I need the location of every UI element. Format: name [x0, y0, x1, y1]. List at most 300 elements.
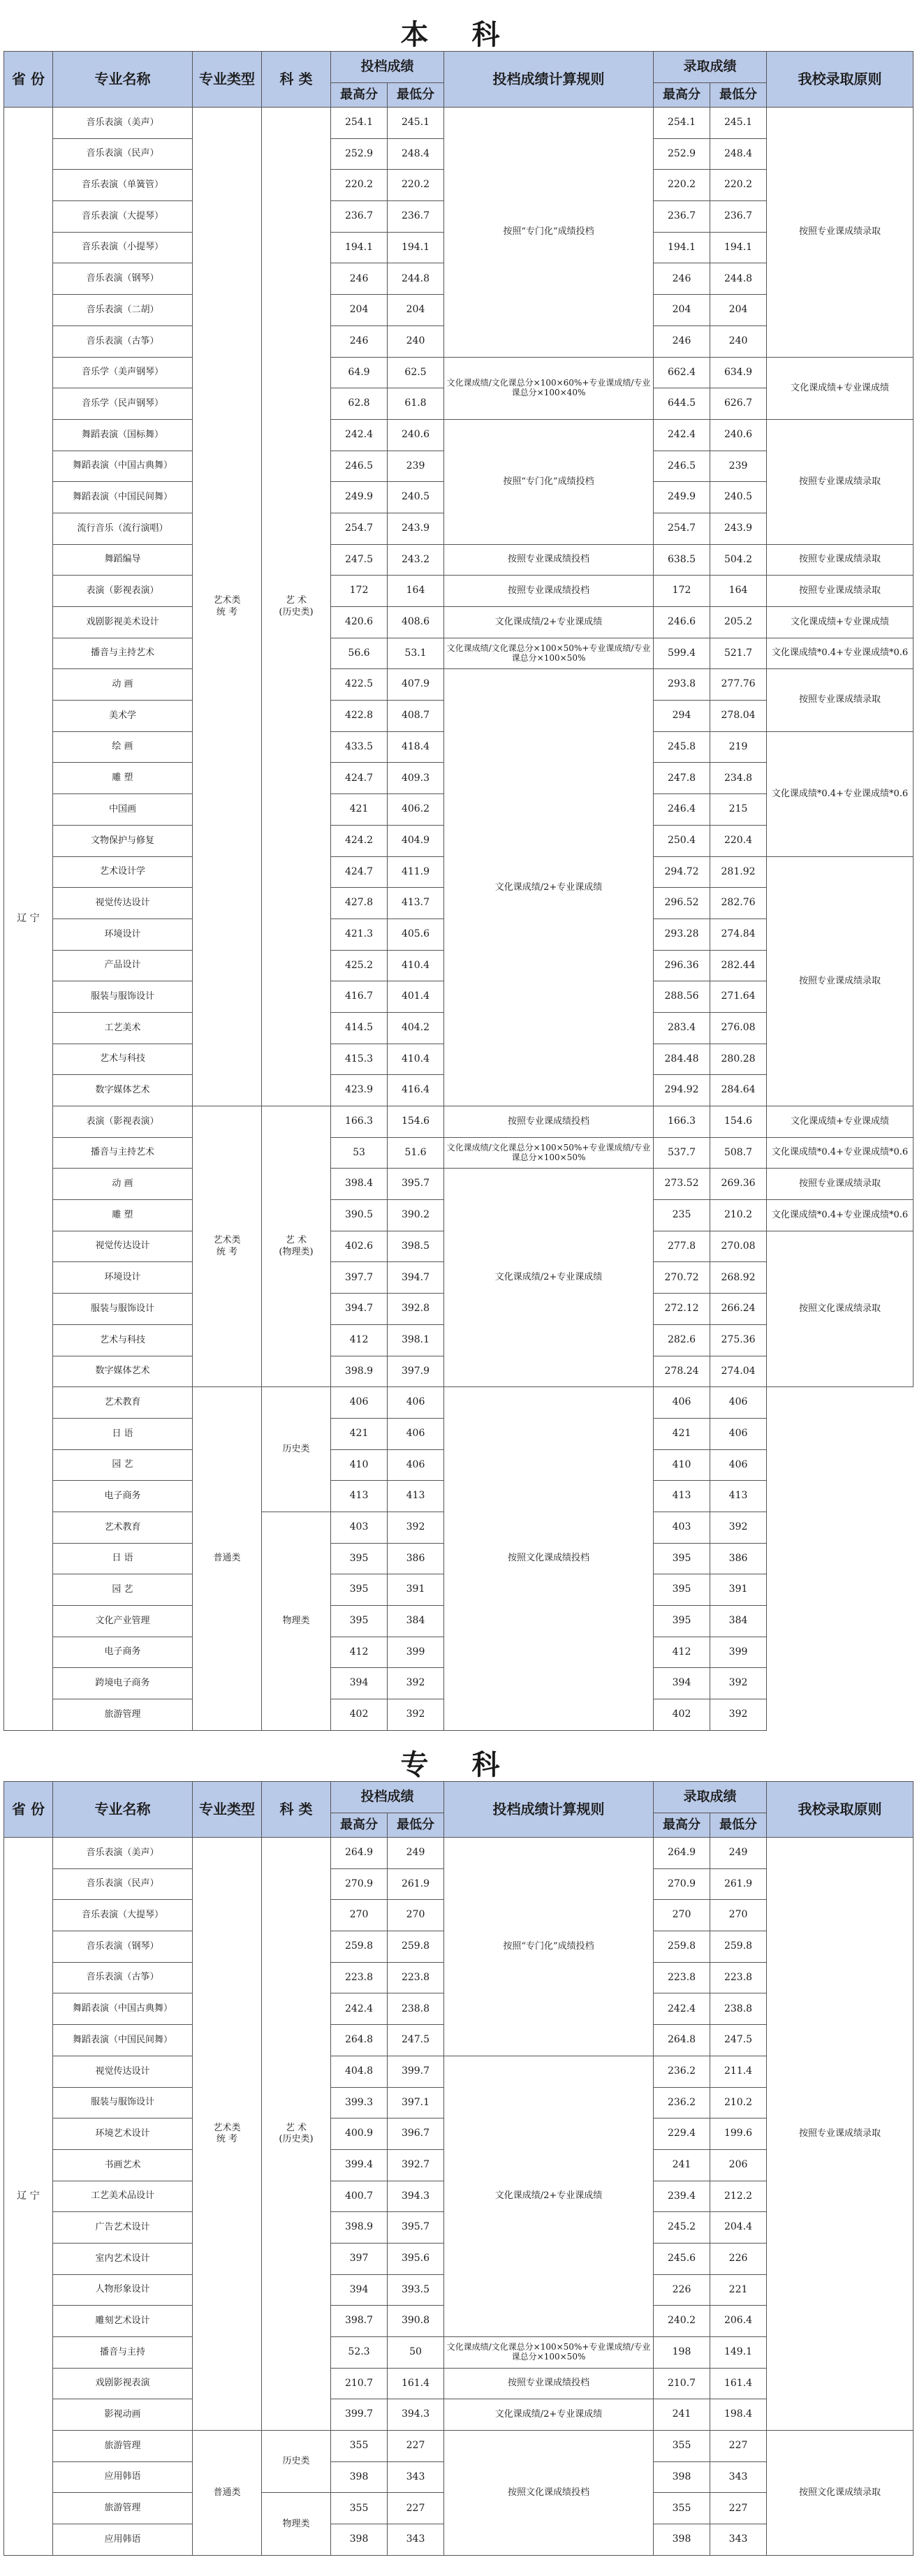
lu-max-score: 296.36: [654, 950, 710, 981]
tou-min-score: 392: [388, 1699, 444, 1731]
lu-min-score: 149.1: [710, 2337, 767, 2369]
major-name: 艺术设计学: [53, 856, 193, 888]
major-name: 戏剧影视表演: [53, 2368, 193, 2399]
tou-min-score: 416.4: [388, 1075, 444, 1106]
major-name: 雕刻艺术设计: [53, 2306, 193, 2337]
tou-min-score: 392.8: [388, 1294, 444, 1325]
lu-min-score: 406: [710, 1418, 767, 1449]
tou-max-score: 254.7: [331, 513, 388, 544]
tou-max-score: 410: [331, 1449, 388, 1481]
tou-min-score: 407.9: [388, 669, 444, 701]
tou-max-score: 398.9: [331, 2212, 388, 2244]
lu-min-score: 198.4: [710, 2399, 767, 2431]
lu-min-score: 261.9: [710, 1868, 767, 1900]
table-row: [4, 1137, 914, 1169]
lu-max-score: 270.72: [654, 1262, 710, 1294]
tou-min-score: 61.8: [388, 388, 444, 420]
lu-max-score: 264.9: [654, 1838, 710, 1869]
lu-min-score: 249: [710, 1838, 767, 1869]
tou-min-score: 247.5: [388, 2025, 444, 2056]
tou-max-score: 246: [331, 263, 388, 295]
lu-min-score: 234.8: [710, 763, 767, 794]
lu-min-score: 280.28: [710, 1044, 767, 1075]
lu-min-score: 220.4: [710, 825, 767, 856]
tou-max-score: 424.2: [331, 825, 388, 856]
header-tou: 投档成绩: [331, 52, 444, 83]
major-name: 旅游管理: [53, 2431, 193, 2462]
tou-min-score: 50: [388, 2337, 444, 2369]
subject-category-cell: 艺 术 (历史类): [262, 108, 331, 1106]
tou-max-score: 397: [331, 2243, 388, 2274]
tou-max-score: 398: [331, 2524, 388, 2556]
calc-rule-cell: 按照专业课成绩投档: [444, 544, 654, 576]
tou-min-score: 413: [388, 1481, 444, 1512]
lu-max-score: 236.2: [654, 2087, 710, 2118]
lu-max-score: 410: [654, 1449, 710, 1481]
tou-min-score: 236.7: [388, 201, 444, 233]
lu-min-score: 199.6: [710, 2118, 767, 2150]
header-tou: 投档成绩: [331, 1782, 444, 1813]
lu-max-score: 229.4: [654, 2118, 710, 2150]
major-name: 音乐表演（民声）: [53, 1868, 193, 1900]
major-name: 绘 画: [53, 731, 193, 763]
lu-max-score: 240.2: [654, 2306, 710, 2337]
lu-min-score: 406: [710, 1449, 767, 1481]
tou-max-score: 246: [331, 325, 388, 357]
major-type-cell: 艺术类 统 考: [193, 1838, 262, 2431]
calc-rule-cell: 按照“专门化”成绩投档: [444, 108, 654, 358]
header-rule: 投档成绩计算规则: [444, 52, 654, 108]
lu-max-score: 194.1: [654, 232, 710, 263]
lu-max-score: 241: [654, 2399, 710, 2431]
tou-min-score: 399: [388, 1637, 444, 1668]
lu-min-score: 247.5: [710, 2025, 767, 2056]
tou-max-score: 270.9: [331, 1868, 388, 1900]
lu-min-score: 504.2: [710, 544, 767, 576]
lu-max-score: 270.9: [654, 1868, 710, 1900]
tou-max-score: 427.8: [331, 888, 388, 919]
major-name: 音乐表演（二胡）: [53, 295, 193, 326]
tou-max-score: 264.9: [331, 1838, 388, 1869]
tou-max-score: 412: [331, 1637, 388, 1668]
tou-max-score: 355: [331, 2431, 388, 2462]
calc-rule-cell: 按照专业课成绩投档: [444, 1106, 654, 1138]
major-name: 视觉传达设计: [53, 2056, 193, 2087]
calc-rule-cell: 文化课成绩/2+专业课成绩: [444, 607, 654, 638]
province-cell: 辽 宁: [4, 108, 53, 1731]
lu-min-score: 194.1: [710, 232, 767, 263]
tou-min-score: 248.4: [388, 138, 444, 170]
major-name: 艺术教育: [53, 1512, 193, 1543]
tou-max-score: 433.5: [331, 731, 388, 763]
tou-min-score: 399.7: [388, 2056, 444, 2087]
major-name: 音乐表演（美声）: [53, 1838, 193, 1869]
tou-min-score: 396.7: [388, 2118, 444, 2150]
tou-max-score: 425.2: [331, 950, 388, 981]
tou-max-score: 424.7: [331, 856, 388, 888]
admission-principle-cell: 按照专业课成绩录取: [767, 1169, 914, 1200]
tou-min-score: 227: [388, 2493, 444, 2524]
major-name: 产品设计: [53, 950, 193, 981]
lu-max-score: 242.4: [654, 1993, 710, 2025]
lu-max-score: 220.2: [654, 170, 710, 201]
tou-min-score: 390.2: [388, 1200, 444, 1231]
tou-max-score: 247.5: [331, 544, 388, 576]
tou-min-score: 223.8: [388, 1962, 444, 1993]
table-row: [4, 2431, 914, 2462]
tou-min-score: 406: [388, 1387, 444, 1419]
major-name: 广告艺术设计: [53, 2212, 193, 2244]
header-province: 省 份: [4, 52, 53, 108]
lu-max-score: 235: [654, 1200, 710, 1231]
lu-min-score: 634.9: [710, 357, 767, 388]
admission-principle-cell: 按照文化课成绩录取: [767, 1231, 914, 1386]
lu-min-score: 204: [710, 295, 767, 326]
lu-max-score: 288.56: [654, 981, 710, 1013]
subject-category-cell: 艺 术 (历史类): [262, 1838, 331, 2431]
tou-min-score: 270: [388, 1900, 444, 1931]
lu-min-score: 392: [710, 1668, 767, 1699]
tou-max-score: 421: [331, 1418, 388, 1449]
lu-max-score: 638.5: [654, 544, 710, 576]
header-principle: 我校录取原则: [767, 1782, 914, 1838]
admission-principle-cell: 按照专业课成绩录取: [767, 669, 914, 731]
tou-max-score: 421: [331, 794, 388, 826]
lu-max-score: 249.9: [654, 482, 710, 513]
lu-min-score: 221: [710, 2274, 767, 2306]
lu-max-score: 421: [654, 1418, 710, 1449]
major-name: 环境艺术设计: [53, 2118, 193, 2150]
major-name: 雕 塑: [53, 763, 193, 794]
major-name: 动 画: [53, 669, 193, 701]
lu-min-score: 343: [710, 2524, 767, 2556]
lu-max-score: 264.8: [654, 2025, 710, 2056]
lu-max-score: 246.4: [654, 794, 710, 826]
tou-max-score: 56.6: [331, 638, 388, 669]
tou-max-score: 254.1: [331, 108, 388, 139]
lu-min-score: 284.64: [710, 1075, 767, 1106]
tou-min-score: 245.1: [388, 108, 444, 139]
lu-min-score: 392: [710, 1512, 767, 1543]
major-type-cell: 艺术类 统 考: [193, 1106, 262, 1387]
lu-max-score: 245.8: [654, 731, 710, 763]
major-name: 音乐表演（大提琴）: [53, 1900, 193, 1931]
calc-rule-cell: 按照“专门化”成绩投档: [444, 1838, 654, 2056]
tou-min-score: 220.2: [388, 170, 444, 201]
major-name: 环境设计: [53, 1262, 193, 1294]
header-lu-min: 最低分: [710, 1813, 767, 1838]
table-row: [4, 1169, 914, 1200]
major-name: 室内艺术设计: [53, 2243, 193, 2274]
tou-max-score: 397.7: [331, 1262, 388, 1294]
header-lu: 录取成绩: [654, 52, 767, 83]
tou-min-score: 249: [388, 1838, 444, 1869]
tou-min-score: 386: [388, 1543, 444, 1574]
lu-min-score: 248.4: [710, 138, 767, 170]
lu-min-score: 259.8: [710, 1931, 767, 1963]
header-major: 专业名称: [53, 1782, 193, 1838]
major-name: 应用韩语: [53, 2524, 193, 2556]
major-name: 文化产业管理: [53, 1606, 193, 1637]
lu-max-score: 395: [654, 1543, 710, 1574]
tou-max-score: 252.9: [331, 138, 388, 170]
lu-max-score: 250.4: [654, 825, 710, 856]
tou-min-score: 154.6: [388, 1106, 444, 1138]
major-name: 日 语: [53, 1543, 193, 1574]
major-name: 视觉传达设计: [53, 1231, 193, 1262]
lu-max-score: 296.52: [654, 888, 710, 919]
lu-max-score: 236.7: [654, 201, 710, 233]
tou-min-score: 194.1: [388, 232, 444, 263]
lu-max-score: 413: [654, 1481, 710, 1512]
lu-max-score: 537.7: [654, 1137, 710, 1169]
tou-max-score: 420.6: [331, 607, 388, 638]
header-type: 专业类型: [193, 52, 262, 108]
header-tou-min: 最低分: [388, 83, 444, 108]
calc-rule-cell: 按照文化课成绩投档: [444, 1387, 654, 1731]
major-name: 艺术与科技: [53, 1324, 193, 1356]
tou-min-score: 227: [388, 2431, 444, 2462]
tou-min-score: 413.7: [388, 888, 444, 919]
tou-min-score: 395.7: [388, 1169, 444, 1200]
lu-max-score: 198: [654, 2337, 710, 2369]
lu-min-score: 219: [710, 731, 767, 763]
lu-max-score: 241: [654, 2149, 710, 2181]
tou-min-score: 408.7: [388, 701, 444, 732]
tou-max-score: 398: [331, 2461, 388, 2493]
lu-min-score: 226: [710, 2243, 767, 2274]
lu-min-score: 223.8: [710, 1962, 767, 1993]
major-name: 舞蹈表演（中国民间舞）: [53, 482, 193, 513]
major-name: 音乐表演（钢琴）: [53, 263, 193, 295]
major-name: 服装与服饰设计: [53, 2087, 193, 2118]
tou-max-score: 424.7: [331, 763, 388, 794]
lu-min-score: 271.64: [710, 981, 767, 1013]
major-name: 播音与主持艺术: [53, 1137, 193, 1169]
tou-min-score: 164: [388, 576, 444, 607]
tou-max-score: 398.9: [331, 1356, 388, 1387]
lu-min-score: 406: [710, 1387, 767, 1419]
major-name: 书画艺术: [53, 2149, 193, 2181]
tou-max-score: 403: [331, 1512, 388, 1543]
major-name: 音乐学（民声钢琴）: [53, 388, 193, 420]
tou-max-score: 415.3: [331, 1044, 388, 1075]
major-name: 播音与主持艺术: [53, 638, 193, 669]
tou-min-score: 410.4: [388, 950, 444, 981]
admission-principle-cell: 按照专业课成绩录取: [767, 419, 914, 544]
tou-max-score: 210.7: [331, 2368, 388, 2399]
lu-max-score: 278.24: [654, 1356, 710, 1387]
tou-min-score: 244.8: [388, 263, 444, 295]
subject-category-cell: 历史类: [262, 1387, 331, 1512]
calc-rule-cell: 文化课成绩/2+专业课成绩: [444, 2056, 654, 2336]
tou-max-score: 421.3: [331, 919, 388, 950]
lu-min-score: 278.04: [710, 701, 767, 732]
lu-min-score: 227: [710, 2431, 767, 2462]
tou-max-score: 400.9: [331, 2118, 388, 2150]
major-type-cell: 普通类: [193, 2431, 262, 2556]
lu-min-score: 343: [710, 2461, 767, 2493]
lu-max-score: 272.12: [654, 1294, 710, 1325]
subject-category-cell: 物理类: [262, 2493, 331, 2555]
lu-min-score: 508.7: [710, 1137, 767, 1169]
tou-max-score: 412: [331, 1324, 388, 1356]
admission-principle-cell: 文化课成绩*0.4+专业课成绩*0.6: [767, 1200, 914, 1231]
lu-min-score: 282.44: [710, 950, 767, 981]
major-name: 音乐表演（古筝）: [53, 325, 193, 357]
tou-max-score: 395: [331, 1574, 388, 1606]
tou-min-score: 240.5: [388, 482, 444, 513]
tou-min-score: 398.5: [388, 1231, 444, 1262]
lu-max-score: 395: [654, 1606, 710, 1637]
lu-min-score: 275.36: [710, 1324, 767, 1356]
lu-min-score: 274.84: [710, 919, 767, 950]
major-name: 日 语: [53, 1418, 193, 1449]
tou-min-score: 404.9: [388, 825, 444, 856]
tou-min-score: 393.5: [388, 2274, 444, 2306]
lu-min-score: 164: [710, 576, 767, 607]
province-cell: 辽 宁: [4, 1838, 53, 2556]
lu-max-score: 403: [654, 1512, 710, 1543]
tou-max-score: 404.8: [331, 2056, 388, 2087]
lu-min-score: 243.9: [710, 513, 767, 544]
lu-min-score: 521.7: [710, 638, 767, 669]
lu-max-score: 273.52: [654, 1169, 710, 1200]
tou-min-score: 392: [388, 1512, 444, 1543]
lu-min-score: 227: [710, 2493, 767, 2524]
tou-max-score: 406: [331, 1387, 388, 1419]
tou-min-score: 401.4: [388, 981, 444, 1013]
major-name: 动 画: [53, 1169, 193, 1200]
lu-min-score: 244.8: [710, 263, 767, 295]
calc-rule-cell: 文化课成绩/文化课总分×100×50%+专业课成绩/专业课总分×100×50%: [444, 1137, 654, 1169]
tou-max-score: 236.7: [331, 201, 388, 233]
tou-min-score: 408.6: [388, 607, 444, 638]
major-type-cell: 艺术类 统 考: [193, 108, 262, 1106]
lu-max-score: 223.8: [654, 1962, 710, 1993]
table-row: [4, 357, 914, 388]
lu-max-score: 355: [654, 2431, 710, 2462]
admission-principle-cell: 文化课成绩+专业课成绩: [767, 1106, 914, 1138]
tou-max-score: 242.4: [331, 419, 388, 451]
tou-min-score: 243.9: [388, 513, 444, 544]
major-name: 跨境电子商务: [53, 1668, 193, 1699]
lu-max-score: 210.7: [654, 2368, 710, 2399]
major-name: 人物形象设计: [53, 2274, 193, 2306]
major-name: 音乐表演（古筝）: [53, 1962, 193, 1993]
major-name: 音乐表演（小提琴）: [53, 232, 193, 263]
lu-min-score: 236.7: [710, 201, 767, 233]
lu-min-score: 270.08: [710, 1231, 767, 1262]
section-title-benke: 本 科: [400, 18, 517, 51]
major-name: 视觉传达设计: [53, 888, 193, 919]
admission-principle-cell: 文化课成绩*0.4+专业课成绩*0.6: [767, 638, 914, 669]
tou-min-score: 392.7: [388, 2149, 444, 2181]
lu-max-score: 398: [654, 2461, 710, 2493]
tou-max-score: 249.9: [331, 482, 388, 513]
tou-max-score: 355: [331, 2493, 388, 2524]
lu-min-score: 211.4: [710, 2056, 767, 2087]
table-row: [4, 576, 914, 607]
tou-min-score: 51.6: [388, 1137, 444, 1169]
table-row: [4, 638, 914, 669]
tou-max-score: 62.8: [331, 388, 388, 420]
lu-max-score: 166.3: [654, 1106, 710, 1138]
header-tou-max: 最高分: [331, 1813, 388, 1838]
major-name: 服装与服饰设计: [53, 981, 193, 1013]
lu-min-score: 384: [710, 1606, 767, 1637]
tou-min-score: 392: [388, 1668, 444, 1699]
header-tou-max: 最高分: [331, 83, 388, 108]
lu-max-score: 394: [654, 1668, 710, 1699]
subject-category-cell: 历史类: [262, 2431, 331, 2493]
major-name: 服装与服饰设计: [53, 1294, 193, 1325]
lu-max-score: 293.8: [654, 669, 710, 701]
tou-min-score: 394.3: [388, 2181, 444, 2212]
subject-category-cell: 物理类: [262, 1512, 331, 1730]
tou-min-score: 404.2: [388, 1012, 444, 1044]
major-type-cell: 普通类: [193, 1387, 262, 1731]
tou-min-score: 406: [388, 1418, 444, 1449]
lu-min-score: 392: [710, 1699, 767, 1731]
tou-max-score: 64.9: [331, 357, 388, 388]
tou-max-score: 220.2: [331, 170, 388, 201]
lu-max-score: 270: [654, 1900, 710, 1931]
tou-min-score: 395.6: [388, 2243, 444, 2274]
lu-max-score: 406: [654, 1387, 710, 1419]
lu-min-score: 206: [710, 2149, 767, 2181]
lu-max-score: 398: [654, 2524, 710, 2556]
tou-max-score: 395: [331, 1543, 388, 1574]
lu-max-score: 402: [654, 1699, 710, 1731]
tou-min-score: 343: [388, 2461, 444, 2493]
major-name: 表演（影视表演）: [53, 1106, 193, 1138]
tou-min-score: 394.7: [388, 1262, 444, 1294]
tou-min-score: 243.2: [388, 544, 444, 576]
lu-min-score: 210.2: [710, 2087, 767, 2118]
header-tou-min: 最低分: [388, 1813, 444, 1838]
tou-max-score: 423.9: [331, 1075, 388, 1106]
header-type: 专业类型: [193, 1782, 262, 1838]
tou-min-score: 384: [388, 1606, 444, 1637]
major-name: 艺术教育: [53, 1387, 193, 1419]
major-name: 流行音乐（流行演唱）: [53, 513, 193, 544]
lu-min-score: 386: [710, 1543, 767, 1574]
tou-min-score: 343: [388, 2524, 444, 2556]
lu-max-score: 293.28: [654, 919, 710, 950]
lu-min-score: 276.08: [710, 1012, 767, 1044]
tou-max-score: 399.3: [331, 2087, 388, 2118]
lu-max-score: 644.5: [654, 388, 710, 420]
admission-principle-cell: 按照文化课成绩录取: [767, 2431, 914, 2556]
major-name: 音乐表演（钢琴）: [53, 1931, 193, 1963]
lu-max-score: 294.92: [654, 1075, 710, 1106]
table-row: [4, 1106, 914, 1138]
tou-max-score: 242.4: [331, 1993, 388, 2025]
lu-min-score: 210.2: [710, 1200, 767, 1231]
tou-max-score: 422.5: [331, 669, 388, 701]
lu-max-score: 259.8: [654, 1931, 710, 1963]
header-major: 专业名称: [53, 52, 193, 108]
header-lu-max: 最高分: [654, 83, 710, 108]
table-row: [4, 419, 914, 451]
calc-rule-cell: 按照文化课成绩投档: [444, 2431, 654, 2556]
calc-rule-cell: 按照专业课成绩投档: [444, 2368, 654, 2399]
lu-max-score: 294.72: [654, 856, 710, 888]
major-name: 舞蹈编导: [53, 544, 193, 576]
major-name: 美术学: [53, 701, 193, 732]
lu-max-score: 662.4: [654, 357, 710, 388]
